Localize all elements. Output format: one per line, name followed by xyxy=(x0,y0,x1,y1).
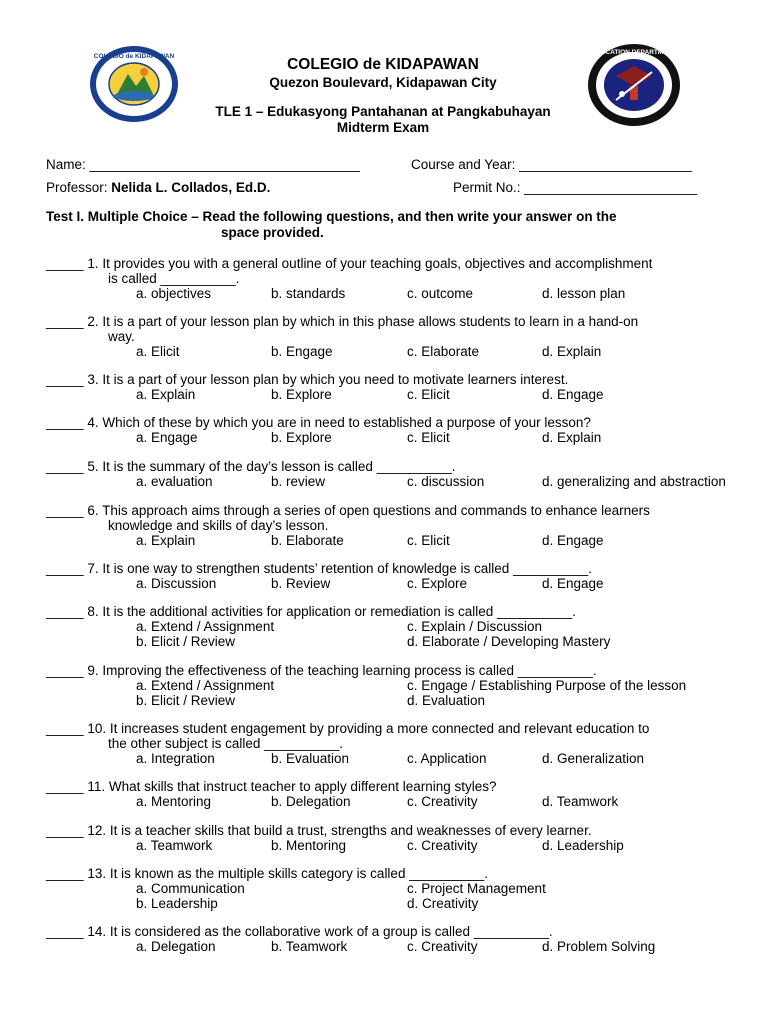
option: c. Explore xyxy=(407,576,468,591)
option: b. Elicit / Review xyxy=(136,693,236,708)
option: a. Discussion xyxy=(136,576,217,591)
course-title: TLE 1 – Edukasyong Pantahanan at Pangkabuhayan xyxy=(215,104,551,119)
option: a. Communication xyxy=(136,881,245,896)
options-row xyxy=(46,896,736,911)
option: d. Elaborate / Developing Mastery xyxy=(407,634,611,649)
question-5 xyxy=(46,459,736,489)
answer-blank[interactable]: _____ xyxy=(46,924,84,939)
question-text: 11. What skills that instruct teacher to apply different learning styles? xyxy=(87,779,497,794)
question-text: 10. It increases student engagement by providing a more connected and relevant education to xyxy=(87,721,650,736)
question-text: 6. This approach aims through a series of open questions and commands to enhance learners xyxy=(87,503,650,518)
option: a. Extend / Assignment xyxy=(136,619,275,634)
option: a. objectives xyxy=(136,286,212,301)
option: a. Extend / Assignment xyxy=(136,678,275,693)
options-row xyxy=(46,344,736,359)
option: d. Engage xyxy=(542,576,604,591)
option: b. Explore xyxy=(271,430,332,445)
option: a. Engage xyxy=(136,430,198,445)
option: c. Creativity xyxy=(407,838,478,853)
question-text: 2. It is a part of your lesson plan by which in this phase allows students to learn in a hand-on xyxy=(87,314,639,329)
option: a. Explain xyxy=(136,387,196,402)
option: d. Generalization xyxy=(542,751,645,766)
answer-blank[interactable]: _____ xyxy=(46,314,84,329)
question-text: 4. Which of these by which you are in need to established a purpose of your lesson? xyxy=(87,415,591,430)
option: b. Leadership xyxy=(136,896,218,911)
option: b. Delegation xyxy=(271,794,351,809)
answer-blank[interactable]: _____ xyxy=(46,372,84,387)
answer-blank[interactable]: _____ xyxy=(46,779,84,794)
answer-blank[interactable]: _____ xyxy=(46,721,84,736)
options-row xyxy=(46,619,736,634)
option: c. Creativity xyxy=(407,794,478,809)
permit-field[interactable]: Permit No.: _______________________ xyxy=(453,180,697,195)
question-text-cont: way. xyxy=(108,329,135,344)
option: c. Project Management xyxy=(407,881,546,896)
options-row xyxy=(46,474,736,489)
option: a. Integration xyxy=(136,751,215,766)
options-row xyxy=(46,387,736,402)
answer-blank[interactable]: _____ xyxy=(46,823,84,838)
option: a. Elicit xyxy=(136,344,180,359)
option: a. Delegation xyxy=(136,939,216,954)
option: b. Mentoring xyxy=(271,838,347,853)
options-row xyxy=(46,881,736,896)
question-9 xyxy=(46,663,736,708)
answer-blank[interactable]: _____ xyxy=(46,415,84,430)
course-year-field[interactable]: Course and Year: _______________________ xyxy=(411,157,692,172)
question-3 xyxy=(46,372,736,402)
name-field[interactable]: Name: ____________________________________ xyxy=(46,157,360,172)
svg-text:EDUCATION DEPARTMENT: EDUCATION DEPARTMENT xyxy=(591,49,677,56)
question-text-cont: is called __________. xyxy=(108,271,240,286)
option: d. Engage xyxy=(542,387,604,402)
answer-blank[interactable]: _____ xyxy=(46,256,84,271)
option: b. Elaborate xyxy=(271,533,344,548)
options-row xyxy=(46,693,736,708)
answer-blank[interactable]: _____ xyxy=(46,503,84,518)
question-text-cont: the other subject is called __________. xyxy=(108,736,343,751)
options-row xyxy=(46,678,736,693)
question-11 xyxy=(46,779,736,809)
option: c. Elicit xyxy=(407,533,450,548)
option: c. Elicit xyxy=(407,387,450,402)
option: d. generalizing and abstraction xyxy=(542,474,726,489)
options-row xyxy=(46,576,736,591)
option: b. Elicit / Review xyxy=(136,634,236,649)
exam-title: Midterm Exam xyxy=(336,120,430,135)
school-address: Quezon Boulevard, Kidapawan City xyxy=(269,75,497,90)
question-text: 7. It is one way to strengthen students’ retention of knowledge is called __________. xyxy=(87,561,592,576)
option: b. Teamwork xyxy=(271,939,348,954)
option: a. Explain xyxy=(136,533,196,548)
option: b. Explore xyxy=(271,387,332,402)
question-13 xyxy=(46,866,736,911)
option: d. Evaluation xyxy=(407,693,486,708)
test-instructions-cont: space provided. xyxy=(221,225,324,240)
options-row xyxy=(46,838,736,853)
question-text: 13. It is known as the multiple skills category is called __________. xyxy=(87,866,489,881)
options-row xyxy=(46,794,736,809)
option: d. lesson plan xyxy=(542,286,626,301)
option: c. discussion xyxy=(407,474,485,489)
option: c. Engage / Establishing Purpose of the lesson xyxy=(407,678,687,693)
options-row xyxy=(46,430,736,445)
option: b. Engage xyxy=(271,344,333,359)
option: b. review xyxy=(271,474,326,489)
question-6 xyxy=(46,503,736,548)
professor-name: Nelida L. Collados, Ed.D. xyxy=(111,180,271,195)
question-8 xyxy=(46,604,736,649)
answer-blank[interactable]: _____ xyxy=(46,459,84,474)
option: d. Teamwork xyxy=(542,794,619,809)
answer-blank[interactable]: _____ xyxy=(46,663,84,678)
options-row xyxy=(46,939,736,954)
question-text: 9. Improving the effectiveness of the teaching learning process is called __________. xyxy=(87,663,597,678)
option: a. Teamwork xyxy=(136,838,213,853)
question-text: 8. It is the additional activities for application or remediation is called __________. xyxy=(87,604,576,619)
question-text: 1. It provides you with a general outline of your teaching goals, objectives and accomplishment xyxy=(87,256,653,271)
answer-blank[interactable]: _____ xyxy=(46,866,84,881)
test-instructions: Test I. Multiple Choice – Read the following questions, and then write your answer on the xyxy=(46,209,617,224)
school-seal-logo xyxy=(88,44,180,124)
professor-line xyxy=(46,180,270,195)
options-row xyxy=(46,533,736,548)
option: c. Creativity xyxy=(407,939,478,954)
svg-text:COLEGIO de KIDAPAWAN: COLEGIO de KIDAPAWAN xyxy=(93,53,175,60)
options-row xyxy=(46,286,736,301)
option: b. standards xyxy=(271,286,346,301)
education-department-logo xyxy=(586,42,682,128)
question-4 xyxy=(46,415,736,445)
question-text-cont: knowledge and skills of day’s lesson. xyxy=(108,518,329,533)
option: d. Creativity xyxy=(407,896,479,911)
question-7 xyxy=(46,561,736,591)
option: a. evaluation xyxy=(136,474,213,489)
option: a. Mentoring xyxy=(136,794,212,809)
option: c. Elicit xyxy=(407,430,450,445)
answer-blank[interactable]: _____ xyxy=(46,561,84,576)
question-14 xyxy=(46,924,736,954)
option: d. Explain xyxy=(542,430,602,445)
question-1 xyxy=(46,256,736,301)
option: d. Engage xyxy=(542,533,604,548)
professor-label: Professor: xyxy=(46,180,108,195)
option: d. Leadership xyxy=(542,838,624,853)
question-12 xyxy=(46,823,736,853)
options-row xyxy=(46,751,736,766)
option: d. Explain xyxy=(542,344,602,359)
question-2 xyxy=(46,314,736,359)
question-10 xyxy=(46,721,736,766)
question-text: 3. It is a part of your lesson plan by which you need to motivate learners interest. xyxy=(87,372,569,387)
option: b. Review xyxy=(271,576,331,591)
option: c. Application xyxy=(407,751,487,766)
option: c. Elaborate xyxy=(407,344,480,359)
answer-blank[interactable]: _____ xyxy=(46,604,84,619)
option: d. Problem Solving xyxy=(542,939,656,954)
option: c. Explain / Discussion xyxy=(407,619,543,634)
question-text: 14. It is considered as the collaborative work of a group is called __________. xyxy=(87,924,553,939)
question-text: 12. It is a teacher skills that build a trust, strengths and weaknesses of every learner. xyxy=(87,823,592,838)
options-row xyxy=(46,634,736,649)
school-name: COLEGIO de KIDAPAWAN xyxy=(287,56,479,73)
option: b. Evaluation xyxy=(271,751,350,766)
question-text: 5. It is the summary of the day’s lesson is called __________. xyxy=(87,459,456,474)
option: c. outcome xyxy=(407,286,474,301)
